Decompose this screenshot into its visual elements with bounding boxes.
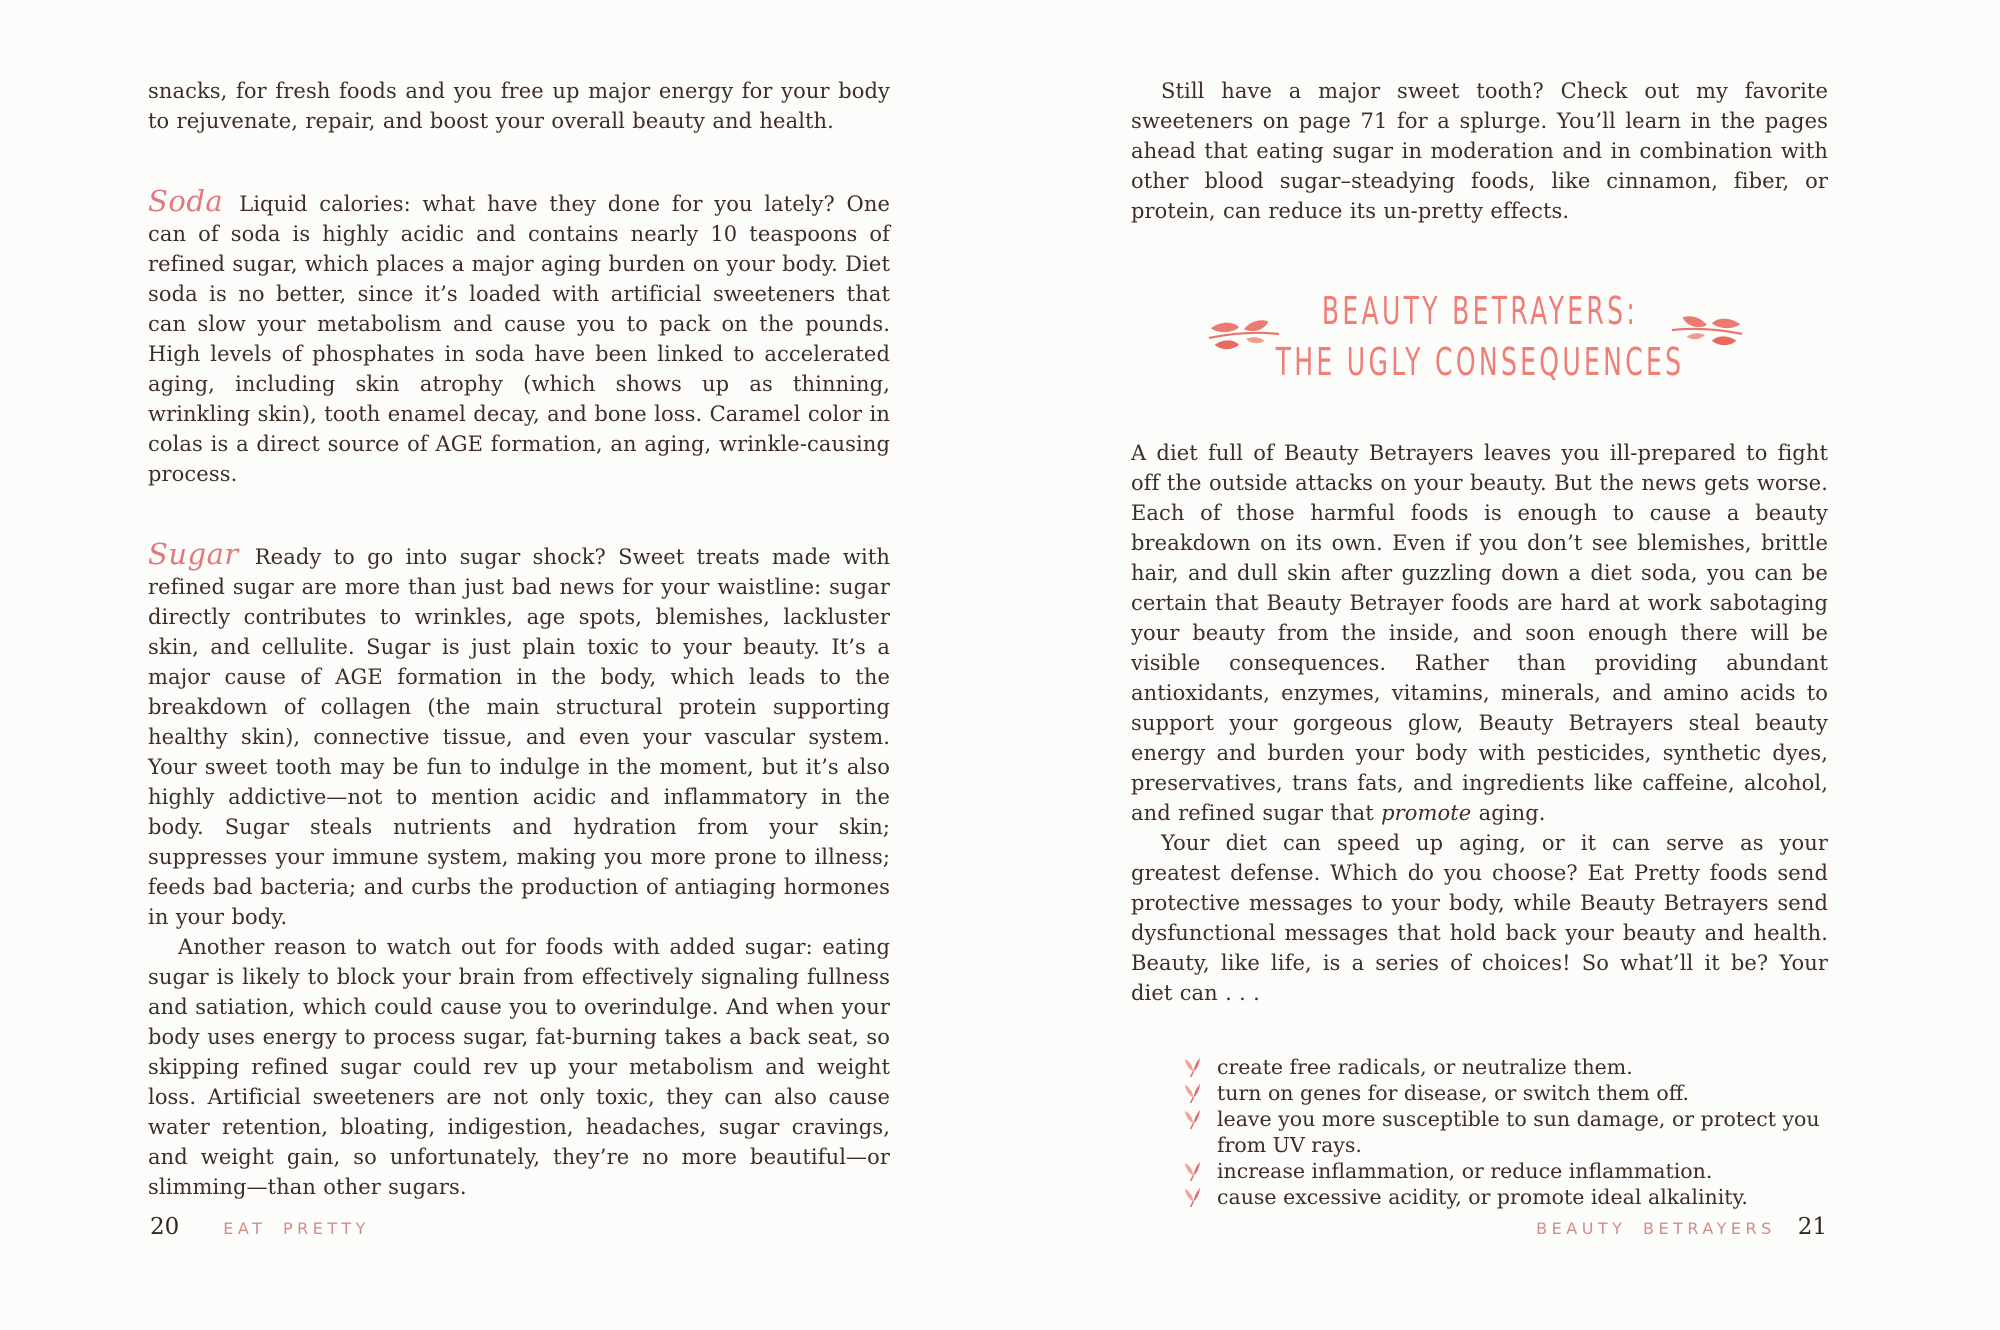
right-page-footer	[1536, 1214, 1827, 1240]
list-item-text: increase inflammation, or reduce inflammation.	[1217, 1159, 1713, 1183]
diet-choices-list	[1183, 1054, 1828, 1210]
leaf-bullet-icon	[1183, 1057, 1202, 1078]
leaf-bullet-icon	[1183, 1187, 1202, 1208]
list-item	[1183, 1080, 1828, 1106]
section-soda	[148, 186, 890, 489]
leaf-sprig-icon	[1207, 312, 1281, 360]
leaf-bullet-icon	[1183, 1083, 1202, 1104]
paragraph-intro-continuation: snacks, for fresh foods and you free up major energy for your body to rejuvenate, repair, and boost your overall beauty and health.	[148, 79, 890, 133]
paragraph-another-reason: Another reason to watch out for foods with added sugar: eating sugar is likely to block your brain from effectively signaling fullness and satiation, which could cause you to overindulge. And when your body uses energy to process sugar, fat-burning takes a back seat, so skipping refined sugar could rev up your metabolism and weight loss. Artificial sweeteners are not only toxic, they can also cause water retention, bloating, indigestion, headaches, sugar cravings, and weight gain, so unfortunately, they’re no more beautiful—or slimming—than other sugars.	[148, 935, 890, 1199]
list-item	[1183, 1106, 1828, 1158]
leaf-bullet-icon	[1183, 1109, 1202, 1130]
list-item-text: create free radicals, or neutralize them.	[1217, 1055, 1633, 1079]
paragraph-your-diet: Your diet can speed up aging, or it can serve as your greatest defense. Which do you choose? Eat Pretty foods send protective messages to your body, while Beauty Betrayers send dysfunctional messages that hold back your beauty and health. Beauty, like life, is a series of choices! So what’ll it be? Your diet can . . .	[1131, 831, 1828, 1005]
list-item-text: leave you more susceptible to sun damage, or protect you from UV rays.	[1217, 1107, 1820, 1157]
soda-runin-heading: Soda	[148, 184, 224, 218]
right-page-text-column	[1131, 76, 1828, 1210]
paragraph-diet-full	[1131, 438, 1828, 828]
list-item	[1183, 1184, 1828, 1210]
soda-body-text: Liquid calories: what have they done for you lately? One can of soda is highly acidic and contains nearly 10 teaspoons of refined sugar, which places a major aging burden on your body. Diet soda is no better, since it’s loaded with artificial sweeteners that can slow your metabolism and cause you to pack on the pounds. High levels of phosphates in soda have been linked to accelerated aging, including skin atrophy (which shows up as thinning, wrinkling skin), tooth enamel decay, and bone loss. Caramel color in colas is a direct source of AGE formation, an aging, wrinkle-causing process.	[148, 192, 890, 486]
heading-line-1: BEAUTY BETRAYERS:	[1321, 289, 1638, 333]
left-page-footer	[150, 1214, 370, 1240]
diet-full-text-end: aging.	[1471, 801, 1546, 825]
left-page-text-column	[148, 76, 890, 1202]
diet-full-text-start: A diet full of Beauty Betrayers leaves you ill-prepared to fight off the outside attacks on your beauty. But the news gets worse. Each of those harmful foods is enough to cause a beauty breakdown on its own. Even if you don’t see blemishes, brittle hair, and dull skin after guzzling down a diet soda, you can be certain that Beauty Betrayer foods are hard at work sabotaging your beauty from the inside, and soon enough there will be visible consequences. Rather than providing abundant antioxidants, enzymes, vitamins, minerals, and amino acids to support your gorgeous glow, Beauty Betrayers steal beauty energy and burden your body with pesticides, synthetic dyes, preservatives, trans fats, and ingredients like caffeine, alcohol, and refined sugar that	[1131, 441, 1828, 825]
left-page-number: 20	[150, 1214, 180, 1240]
list-item-text: cause excessive acidity, or promote ideal alkalinity.	[1217, 1185, 1748, 1209]
section-heading-beauty-betrayers	[1131, 282, 1828, 394]
list-item	[1183, 1158, 1828, 1184]
sugar-runin-heading: Sugar	[148, 537, 239, 571]
paragraph-sweet-tooth: Still have a major sweet tooth? Check out my favorite sweeteners on page 71 for a splurge. You’ll learn in the pages ahead that eating sugar in moderation and in combination with other blood sugar–steadying foods, like cinnamon, fiber, or protein, can reduce its un-pretty effects.	[1131, 79, 1828, 223]
list-item-text: turn on genes for disease, or switch them off.	[1217, 1081, 1690, 1105]
leaf-sprig-icon	[1670, 308, 1744, 356]
leaf-bullet-icon	[1183, 1161, 1202, 1182]
heading-line-2: THE UGLY CONSEQUENCES	[1275, 340, 1684, 384]
section-sugar	[148, 539, 890, 932]
right-page-number: 21	[1797, 1214, 1827, 1240]
diet-full-emphasis: promote	[1381, 801, 1472, 825]
sugar-body-text: Ready to go into sugar shock? Sweet treats made with refined sugar are more than just bad news for your waistline: sugar directly contributes to wrinkles, age spots, blemishes, lackluster skin, and cellulite. Sugar is just plain toxic to your beauty. It’s a major cause of AGE formation in the body, which leads to the breakdown of collagen (the main structural protein supporting healthy skin), connective tissue, and even your vascular system. Your sweet tooth may be fun to indulge in the moment, but it’s also highly addictive—not to mention acidic and inflammatory in the body. Sugar steals nutrients and hydration from your skin; suppresses your immune system, making you more prone to illness; feeds bad bacteria; and curbs the production of antiaging hormones in your body.	[148, 545, 890, 929]
left-running-title: EAT PRETTY	[223, 1219, 370, 1238]
right-running-title: BEAUTY BETRAYERS	[1536, 1219, 1776, 1238]
chapter-subheading-text	[1275, 286, 1684, 388]
list-item	[1183, 1054, 1828, 1080]
